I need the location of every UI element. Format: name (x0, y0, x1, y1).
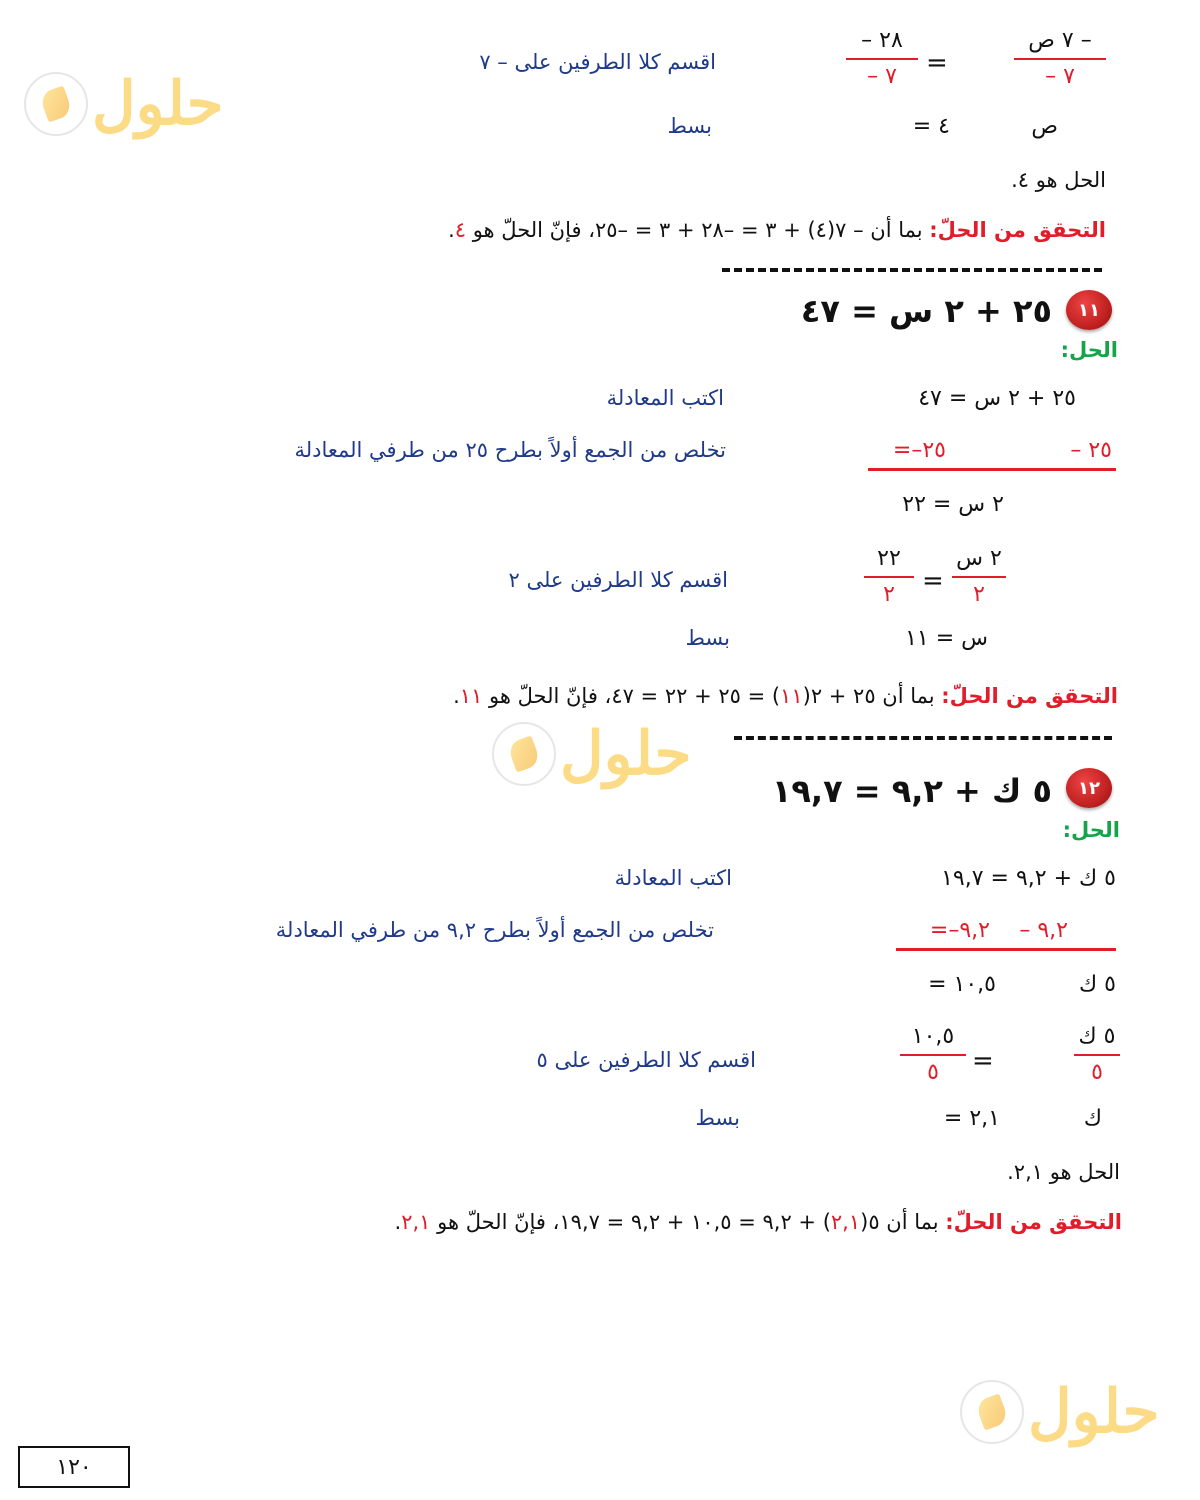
check-value: ٢,١ (401, 1210, 431, 1234)
equation-rhs: = ٤ (912, 114, 950, 139)
section-divider (722, 268, 1102, 272)
step-note: اقسم كلا الطرفين على ٥ (536, 1048, 756, 1072)
subtract-right: =–٢٥ (892, 438, 946, 463)
leaf-icon (24, 72, 88, 136)
fraction-lhs: – ٧ ص – ٧ (1014, 28, 1106, 90)
equation-rhs: = ٢,١ (943, 1106, 1000, 1131)
leaf-icon (492, 722, 556, 786)
fraction-lhs: ٥ ك ٥ (1074, 1024, 1120, 1086)
leaf-icon (960, 1380, 1024, 1444)
check-value: ١١ (459, 684, 483, 708)
problem-title: ٢٥ + ٢ س = ٤٧ (800, 292, 1052, 330)
equation: ٢ س = ٢٢ (902, 492, 1004, 517)
watermark-logo-top: حلول (24, 72, 224, 136)
solution-label: الحل: (1060, 338, 1118, 362)
check-label: التحقق من الحلّ: (945, 1210, 1122, 1234)
equation-lhs: ك (1083, 1106, 1102, 1131)
subtraction-rule (896, 948, 1116, 951)
equals-sign: = (926, 48, 948, 78)
equation: ٢٥ + ٢ س = ٤٧ (918, 386, 1076, 411)
problem-number-badge: ١١ (1066, 290, 1112, 330)
equals-sign: = (922, 566, 944, 596)
subtraction-rule (868, 468, 1116, 471)
check-label: التحقق من الحلّ: (941, 684, 1118, 708)
solution-statement: الحل هو ٤. (1011, 168, 1106, 192)
subtract-left: – ٩,٢ (1019, 918, 1068, 943)
equation-lhs: ص (1031, 114, 1058, 139)
step-note: تخلص من الجمع أولاً بطرح ٢٥ من طرفي المعادلة (294, 438, 726, 462)
step-note: بسط (667, 114, 712, 138)
check-line: التحقق من الحلّ: بما أن ٢٥ + ٢(١١) = ٢٥ + ٢٢ = ٤٧، فإنّ الحلّ هو ١١. (453, 684, 1118, 708)
fraction-lhs: ٢ س ٢ (952, 546, 1006, 608)
solution-label: الحل: (1062, 818, 1120, 842)
watermark-logo-middle: حلول (492, 722, 692, 786)
subtract-left: – ٢٥ (1070, 438, 1112, 463)
check-line: التحقق من الحلّ: بما أن – ٧(٤) + ٣ = –٢٨ + ٣ = –٢٥، فإنّ الحلّ هو ٤. (448, 218, 1106, 242)
fraction-rhs: – ٢٨ – ٧ (846, 28, 918, 90)
problem-title: ٥ ك + ٩,٢ = ١٩,٧ (771, 772, 1052, 810)
step-note: تخلص من الجمع أولاً بطرح ٩,٢ من طرفي المعادلة (275, 918, 714, 942)
section-divider (734, 736, 1112, 740)
subtract-right: =–٩,٢ (929, 918, 990, 943)
equation-rhs: = ١٠,٥ (928, 972, 996, 997)
check-value: ٤ (454, 218, 467, 242)
check-text: بما أن – ٧(٤) + ٣ = –٢٨ + ٣ = –٢٥، فإنّ الحلّ هو (466, 218, 930, 242)
step-note: اقسم كلا الطرفين على ٢ (508, 568, 728, 592)
check-line: التحقق من الحلّ: بما أن ٥(٢,١) + ٩,٢ = ١٠,٥ + ٩,٢ = ١٩,٧، فإنّ الحلّ هو ٢,١. (394, 1210, 1122, 1234)
check-label: التحقق من الحلّ: (929, 218, 1106, 242)
step-note: اقسم كلا الطرفين على – ٧ (479, 50, 716, 74)
fraction-rhs: ٢٢ ٢ (864, 546, 914, 608)
equation-lhs: ٥ ك (1079, 972, 1116, 997)
equation: ٥ ك + ٩,٢ = ١٩,٧ (941, 866, 1116, 891)
step-note: اكتب المعادلة (614, 866, 732, 890)
solution-statement: الحل هو ٢,١. (1007, 1160, 1120, 1184)
watermark-logo-bottom: حلول (960, 1380, 1160, 1444)
fraction-rhs: ١٠,٥ ٥ (900, 1024, 966, 1086)
equation: س = ١١ (905, 626, 988, 651)
page-number: ١٢٠ (18, 1446, 130, 1488)
step-note: بسط (695, 1106, 740, 1130)
equals-sign: = (972, 1046, 994, 1076)
step-note: بسط (685, 626, 730, 650)
problem-number-badge: ١٢ (1066, 768, 1112, 808)
step-note: اكتب المعادلة (606, 386, 724, 410)
